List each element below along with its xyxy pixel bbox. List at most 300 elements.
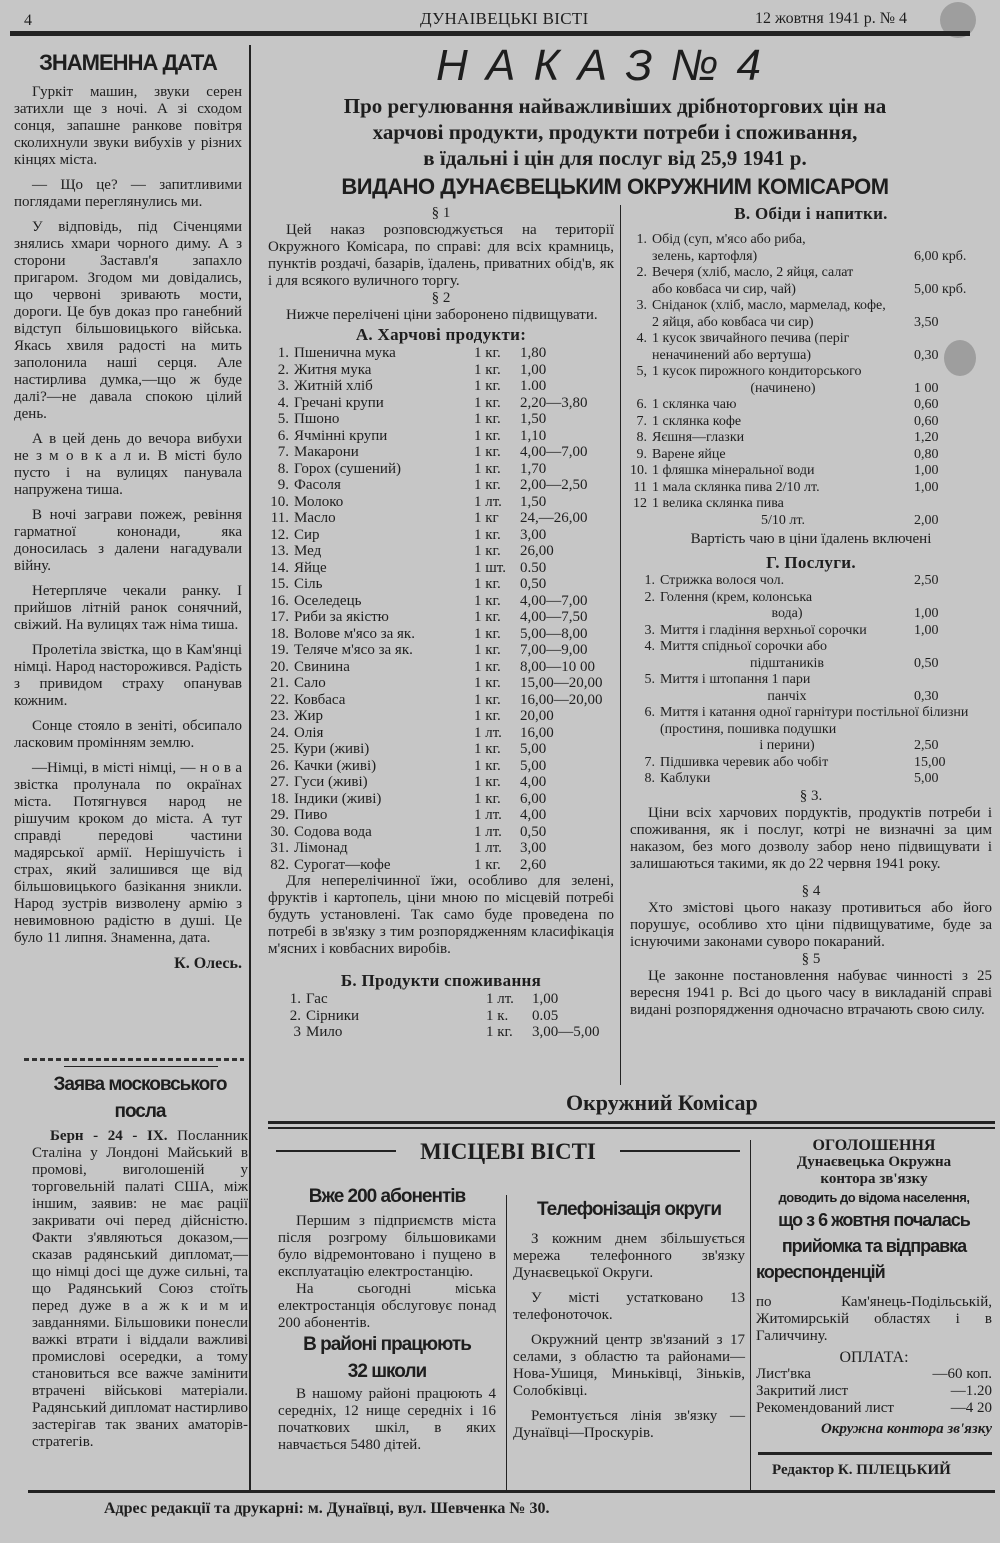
price-row — [268, 378, 614, 395]
item-unit: 1 кг. — [474, 592, 501, 609]
item-unit: 1 кг. — [474, 576, 501, 592]
item-price: 3,00—5,00 — [532, 1024, 600, 1040]
item-number: 4. — [644, 639, 655, 654]
item-name: Содова вода — [294, 823, 372, 840]
item-number: 26. — [270, 757, 289, 774]
item-number: 7. — [644, 754, 655, 770]
order-signature: Окружний Комісар — [566, 1090, 758, 1115]
left-column — [14, 45, 242, 972]
item-number: 11 — [633, 479, 647, 495]
price-item — [630, 414, 992, 431]
header-rule — [620, 1150, 740, 1152]
item-price: 1,00 — [914, 463, 939, 478]
rate-name: Рекомендований лист — [756, 1400, 894, 1416]
spacer — [638, 689, 660, 706]
price-row — [630, 414, 992, 431]
item-name-cont: підштаників — [749, 655, 825, 671]
item-name: Каблуки — [660, 771, 711, 786]
price-row — [268, 362, 614, 379]
item-name: 1 фляшка мінеральної води — [652, 463, 815, 478]
item-price: 4,00—7,00 — [520, 592, 588, 609]
item-price: 3,00 — [520, 526, 547, 543]
price-row — [638, 639, 992, 656]
price-row — [268, 758, 614, 775]
item-price: 1,00 — [532, 991, 559, 1007]
item-number: 21. — [270, 675, 289, 691]
issued-by: ВИДАНО ДУНАЄВЕЦЬКИМ ОКРУЖНИМ КОМІСАРОМ — [341, 174, 889, 199]
item-name: Стрижка волося чол. — [660, 573, 785, 588]
item-name: Мило — [306, 1024, 343, 1040]
item-number: 9. — [277, 477, 289, 493]
rates-list — [756, 1366, 992, 1417]
price-row — [268, 692, 614, 709]
item-name: Миття і гладіння верхньої сорочки — [660, 622, 867, 638]
price-row — [268, 741, 614, 758]
rate-price: —1.20 — [950, 1383, 992, 1399]
price-row — [630, 397, 992, 414]
item-name: Індики (живі) — [294, 790, 382, 807]
item-name-cont: 2 яйця, або ковбаса чи сир) — [652, 314, 814, 330]
item-unit: 1 кг. — [474, 526, 501, 543]
subtitle-line: харчові продукти, продукти потреби і споживання, — [372, 120, 858, 144]
price-row — [638, 738, 992, 755]
price-item — [638, 771, 992, 788]
item-name: Сало — [294, 675, 326, 691]
item-number: 1. — [644, 573, 655, 588]
item-unit: 1 кг. — [474, 625, 501, 642]
separator — [64, 1066, 218, 1067]
section-heading: § 5 — [801, 950, 821, 967]
item-number: 16. — [270, 592, 289, 609]
header-rule — [276, 1150, 396, 1152]
price-row — [630, 430, 992, 447]
price-row — [638, 755, 992, 772]
item-unit: 1 кг. — [474, 708, 501, 724]
price-row — [638, 606, 992, 623]
price-row — [630, 298, 992, 315]
rate-row — [756, 1400, 992, 1417]
item-name: Горох (сушений) — [294, 460, 401, 477]
item-number: 6. — [277, 427, 289, 444]
item-price: 5,00—8,00 — [520, 625, 588, 642]
item-price: 0,30 — [914, 688, 939, 704]
item-number: 2. — [636, 265, 647, 280]
price-row — [268, 807, 614, 824]
article-author: К. Олесь. — [174, 955, 242, 972]
item-price: 1,00 — [520, 361, 547, 378]
price-row — [268, 857, 614, 874]
item-price: 1,20 — [914, 430, 939, 445]
item-name-cont: вода) — [771, 606, 803, 621]
section-heading: § 1 — [431, 205, 451, 221]
services-price-list — [630, 573, 992, 788]
price-row — [268, 774, 614, 791]
rate-name: Закритий лист — [756, 1383, 849, 1399]
announcement-org: контора зв'язку — [820, 1171, 928, 1187]
item-number: 19. — [270, 642, 289, 658]
item-name: Вечеря (хліб, масло, 2 яйця, салат — [652, 265, 854, 280]
price-row — [268, 543, 614, 560]
item-name: Обід (суп, м'ясо або риба, — [652, 232, 806, 247]
item-name: Волове м'ясо за як. — [294, 625, 415, 642]
article-paragraph: Гуркіт машин, звуки серен затихли ще з ночі. А зі сходом сонця, запашне ранкове повітря сколихнули звуки вибухів у різних кінцях міста. — [14, 84, 242, 168]
item-number: 18. — [270, 625, 289, 642]
price-row — [268, 791, 614, 808]
payment-title: ОПЛАТА: — [839, 1349, 909, 1366]
item-name: Мед — [294, 543, 322, 559]
price-row — [630, 480, 992, 497]
section-b-title: Б. Продукти споживання — [340, 971, 542, 990]
column-rule — [750, 1140, 751, 1490]
item-price: 0,50 — [914, 655, 939, 671]
item-name: Жир — [294, 708, 323, 724]
tea-note: Вартість чаю в ціни їдалень включені — [690, 531, 932, 547]
item-price: 7,00—9,00 — [520, 642, 588, 658]
column-rule — [620, 205, 621, 1085]
item-unit: 1 кг. — [474, 790, 501, 807]
price-item — [630, 298, 992, 331]
price-row — [638, 656, 992, 673]
price-item — [638, 755, 992, 772]
announcement-org: Дунаєвецька Окружна — [796, 1154, 952, 1170]
article-body — [14, 84, 242, 947]
footer-address: Адрес редакції та друкарні: м. Дунаївці, вул. Шевченка № 30. — [104, 1500, 550, 1517]
price-row — [268, 461, 614, 478]
price-item — [638, 590, 992, 623]
price-row — [630, 513, 992, 530]
item-unit: 1 кг. — [474, 394, 501, 411]
item-name: Яєшня—глазки — [652, 430, 745, 445]
price-row — [630, 315, 992, 332]
item-price: 0.05 — [532, 1007, 559, 1024]
item-price: 1,80 — [520, 345, 547, 361]
item-unit: 1 кг. — [474, 411, 501, 427]
price-row — [268, 725, 614, 742]
item-number: 30. — [270, 823, 289, 840]
item-price: 15,00 — [914, 754, 946, 770]
item-number: 3 — [293, 1024, 301, 1040]
item-price: 0,80 — [914, 446, 939, 462]
item-price: 8,00—10 00 — [520, 658, 595, 675]
section-g-title: Г. Послуги. — [766, 553, 856, 572]
spacer — [630, 282, 652, 299]
item-unit: 1 кг. — [474, 741, 501, 757]
item-unit: 1 кг. — [474, 460, 501, 477]
item-name: Кури (живі) — [294, 741, 370, 757]
item-number: 22. — [270, 691, 289, 708]
item-unit: 1 кг. — [474, 774, 501, 790]
price-row — [268, 527, 614, 544]
item-number: 15. — [270, 576, 289, 592]
spacer — [630, 513, 652, 530]
meals-price-list — [630, 232, 992, 529]
item-number: 1. — [636, 232, 647, 247]
item-number: 2. — [277, 361, 289, 378]
price-row — [638, 771, 992, 788]
food-note: Для неперелічинної їжи, особливо для зелені, фруктів і картопель, ціни мною по місцевій потребі будуть установлені. Так само буде проведена по потребі в зв'язку з тим розпорядженням класифікація м'ясних і ковбасних виробів. — [268, 873, 614, 957]
item-unit: 1 шт. — [474, 559, 506, 576]
price-row — [280, 1024, 614, 1041]
news-title: 32 школи — [347, 1361, 427, 1382]
item-name: Пшоно — [294, 411, 340, 427]
price-item — [638, 623, 992, 640]
item-number: 11. — [270, 510, 289, 526]
item-number: 6. — [644, 705, 655, 720]
item-price: 16,00—20,00 — [520, 691, 603, 708]
item-price: 5,00 — [914, 771, 939, 786]
item-number: 4. — [277, 394, 289, 411]
item-name: Сіль — [294, 576, 323, 592]
item-price: 3,50 — [914, 314, 939, 330]
item-name: Гречані крупи — [294, 394, 384, 411]
item-number: 20. — [270, 658, 289, 675]
item-price: 1.00 — [520, 378, 547, 394]
price-row — [630, 381, 992, 398]
item-unit: 1 кг. — [474, 609, 501, 625]
item-name: Варене яйце — [652, 446, 726, 462]
price-row — [268, 428, 614, 445]
envoy-article — [32, 1072, 248, 1451]
item-name: Олія — [294, 724, 324, 741]
section-heading: § 3. — [799, 787, 823, 804]
separator — [758, 1452, 992, 1455]
item-name: Сурогат—кофе — [294, 856, 391, 873]
item-number: 24. — [270, 724, 289, 741]
rate-price: —4 20 — [950, 1400, 992, 1416]
item-number: 2. — [644, 589, 655, 605]
news-col-2 — [513, 1190, 745, 1450]
item-number: 5. — [644, 672, 655, 687]
item-number: 5, — [636, 364, 647, 379]
page-number: 4 — [24, 12, 32, 29]
news-text: Першим з підприємств міста після розгрому більшовиками було відремонтовано і пущено в експлуатацію електростанцію. — [278, 1213, 496, 1280]
news-title: Вже 200 абонентів — [308, 1186, 466, 1207]
news-text: У місті устатковано 13 телефоноточок. — [513, 1290, 745, 1323]
item-name: Фасоля — [294, 477, 341, 493]
price-row — [268, 675, 614, 692]
price-row — [268, 642, 614, 659]
item-name-cont: неначинений або вертуша) — [652, 347, 812, 363]
item-number: 8. — [636, 430, 647, 445]
item-unit: 1 лт. — [474, 840, 502, 856]
price-row — [268, 494, 614, 511]
item-price: 1 00 — [914, 380, 939, 396]
item-name: Підшивка черевик або чобіт — [660, 754, 829, 770]
article-paragraph: Сонце стояло в зеніті, обсипало ласковим промінням землю. — [14, 718, 242, 751]
item-name: Масло — [294, 510, 336, 526]
item-price: 2,50 — [914, 573, 939, 588]
price-item — [630, 265, 992, 298]
item-unit: 1 кг. — [474, 856, 501, 873]
section-text: Нижче перелічені ціни заборонено підвищувати. — [286, 307, 598, 323]
item-price: 1,70 — [520, 460, 547, 477]
item-name: Сніданок (хліб, масло, мармелад, кофе, — [652, 298, 886, 313]
item-price: 4,00—7,50 — [520, 609, 588, 625]
item-price: 0,60 — [914, 413, 939, 429]
item-unit: 1 лт. — [474, 724, 502, 741]
price-row — [268, 444, 614, 461]
item-price: 26,00 — [520, 543, 554, 559]
item-unit: 1 кг — [474, 510, 499, 526]
item-price: 2,00—2,50 — [520, 477, 588, 493]
item-price: 1,00 — [914, 606, 939, 621]
item-number: 5. — [277, 411, 289, 427]
item-name: Молоко — [294, 493, 344, 510]
spacer — [638, 738, 660, 755]
item-name-cont: і перини) — [759, 738, 815, 753]
item-price: 0.50 — [520, 559, 547, 576]
item-price: 4,00 — [520, 774, 547, 790]
item-number: 82. — [270, 856, 289, 873]
spacer — [630, 381, 652, 398]
item-price: 4,00—7,00 — [520, 444, 588, 460]
price-row — [268, 345, 614, 362]
masthead-rule — [10, 31, 970, 36]
price-item — [630, 430, 992, 447]
price-row — [268, 626, 614, 643]
price-row — [268, 609, 614, 626]
item-unit: 1 лт. — [474, 493, 502, 510]
item-number: 8. — [277, 460, 289, 477]
item-unit: 1 кг. — [474, 477, 501, 493]
article-paragraph: —Німці, в місті німці, — н о в а звістка пролунала по окраїнах міста. Потягнувся народ не рішучим кроком до міста. А тут справді передові частини мадярської армії. Нерішучість і страх, який залишився ще від більшовицького базікання зникли. Народ зустрів визволену армію з невимовною радістю в душі. Це було 11 липня. Знаменна, дата. — [14, 760, 242, 946]
item-unit: 1 лт. — [486, 991, 514, 1007]
section-heading: § 2 — [431, 290, 451, 306]
order-title: Н А К А З № 4 — [436, 41, 764, 90]
rate-price: —60 коп. — [932, 1366, 992, 1382]
item-number: 12. — [270, 526, 289, 543]
item-name: Сірники — [306, 1007, 360, 1024]
item-name-cont: або ковбаса чи сир, чай) — [652, 281, 796, 297]
section-text: Хто змістові цього наказу противиться або його порушує, особливо хто ціни підвищуватиме, буде за існуючими законами суворо покараний. — [630, 899, 992, 950]
subtitle-line: в їдальні і цін для послуг від 25,9 1941 р. — [423, 146, 807, 170]
column-rule — [506, 1195, 507, 1490]
item-price: 2,50 — [914, 738, 939, 753]
item-price: 0,30 — [914, 347, 939, 363]
price-row — [268, 576, 614, 593]
item-price: 0,50 — [520, 576, 547, 592]
item-price: 1,00 — [914, 622, 939, 638]
item-unit: 1 лт. — [474, 807, 502, 823]
item-name: Гуси (живі) — [294, 774, 368, 790]
article-paragraph: Пролетіла звістка, що в Кам'янці німці. Народ насторожився. Радість з привидом страху опанував кожним. — [14, 642, 242, 709]
item-name: Теляче м'ясо за як. — [294, 642, 413, 658]
envoy-body: Посланник Сталіна у Лондоні Майський в промові, виголошеній у торговельній палаті США, між іншим, заявив: не має рації закривати очі перед дійсністю. Факти з'являються доказом,—сказав радянський дипломат,— що німці досі ще дуже сильні, та що Радянський Союз стоїть перед дуже в а ж к и м и завданнями. Більшовики понесли важкі втрати і віддали важливі промислові осередки, а тому становиться все важче замінити втрачені військові матеріали. Радянський дипломат настирливо застерігав так званих аматорів-стратегів. — [32, 1128, 248, 1450]
item-price: 5,00 — [520, 757, 547, 774]
subtitle-line: Про регулювання найважливіших дрібноторгових цін на — [343, 94, 887, 118]
issue-date: 12 жовтня 1941 р. № 4 — [755, 10, 907, 27]
separator — [24, 1058, 244, 1061]
order-right-column — [630, 203, 992, 1019]
item-name: Ковбаса — [294, 691, 346, 708]
item-price: 1,50 — [520, 411, 547, 427]
section-v-title: В. Обіди і напитки. — [734, 204, 888, 223]
price-row — [630, 348, 992, 365]
double-rule — [268, 1127, 995, 1129]
item-price: 5,00 — [520, 741, 547, 757]
item-price: 6,00 — [520, 790, 547, 807]
price-item — [630, 331, 992, 364]
announcement-big: кореспонденцій — [756, 1262, 885, 1282]
rate-row — [756, 1366, 992, 1383]
announcement-lead: доводить до відома населення, — [778, 1190, 970, 1205]
item-unit: 1 лт. — [474, 823, 502, 840]
news-text: В нашому районі працюють 4 середніх, 12 нище середніх і 16 початкових шкіл, в яких навчається 5480 дітей. — [278, 1386, 496, 1453]
item-name: Пиво — [294, 807, 328, 823]
news-col-1 — [278, 1182, 496, 1454]
announcement-text: по Кам'янець-Подільській, Житомирській областях і в Галиччину. — [756, 1294, 992, 1344]
item-number: 12 — [633, 496, 647, 511]
editor: Редактор К. ПІЛЕЦЬКИЙ — [772, 1462, 951, 1478]
item-name-cont: панчіх — [767, 688, 807, 704]
item-name: Оселедець — [294, 592, 362, 609]
price-row — [630, 282, 992, 299]
item-unit: 1 кг. — [474, 757, 501, 774]
newspaper-name: ДУНАІВЕЦЬКІ ВІСТІ — [420, 9, 589, 28]
article-paragraph: — Що це? — запитливими поглядами переглянулись ми. — [14, 177, 242, 210]
news-title: В районі працюють — [303, 1334, 471, 1355]
item-number: 23. — [270, 708, 289, 724]
item-price: 0,60 — [914, 397, 939, 412]
article-paragraph: У відповідь, під Січенцями знялись хмари чорного диму. А з сторони Заставл'я запахло пригаром. Згодом ми довідались, що червоні зривають мости, дороги. Це був доказ про ганебний відступ більшовицького війська. Якась хвиля радості на мить заполонила наші серця. Але настирлива думка,—що ж буде далі?—не давала спокою цілий день. — [14, 219, 242, 422]
item-number: 4. — [636, 331, 647, 346]
item-name: 1 склянка чаю — [652, 397, 737, 412]
item-name: Качки (живі) — [294, 757, 377, 774]
item-unit: 1 кг. — [486, 1024, 513, 1040]
item-price: 16,00 — [520, 724, 554, 741]
item-name: Макарони — [294, 444, 359, 460]
bottom-rule — [28, 1490, 995, 1493]
item-price: 2,60 — [520, 856, 547, 873]
item-number: 17. — [270, 609, 289, 625]
item-price: 2,00 — [914, 512, 939, 528]
spacer — [630, 249, 652, 266]
price-item — [630, 480, 992, 497]
item-name: Сир — [294, 526, 320, 543]
section-text: Ціни всіх харчових пордуктів, продуктів потреби і споживання, як і послуг, котрі не визначні за цим наказом, без мого дозволу забор нено підвищувати і залишаються такими, як до 22 червня 1941 року. — [630, 804, 992, 872]
price-row — [630, 463, 992, 480]
news-text: З кожним днем збільшується мережа телефонного зв'язку Дунаєвецької Округи. — [513, 1231, 745, 1281]
item-number: 18. — [270, 790, 289, 807]
item-number: 10. — [270, 493, 289, 510]
item-unit: 1 кг. — [474, 427, 501, 444]
item-name: Свинина — [294, 658, 350, 675]
price-item — [638, 672, 992, 705]
announcement — [756, 1137, 992, 1438]
price-row — [630, 364, 992, 381]
consumer-goods-list — [268, 991, 614, 1041]
item-number: 8. — [644, 771, 655, 786]
item-number: 27. — [270, 774, 289, 790]
price-row — [268, 659, 614, 676]
item-unit: 1 кг. — [474, 642, 501, 658]
rate-name: Лист'вка — [756, 1366, 811, 1382]
item-price: 1,10 — [520, 427, 547, 444]
news-text: Ремонтується лінія зв'язку —Дунаївці—Проскурів. — [513, 1408, 745, 1441]
item-name: Миття спідньої сорочки або — [660, 639, 827, 654]
item-number: 2. — [289, 1007, 301, 1024]
price-row — [268, 477, 614, 494]
price-row — [630, 496, 992, 513]
price-item — [638, 573, 992, 590]
price-item — [638, 639, 992, 672]
rate-row — [756, 1383, 992, 1400]
item-name: Ячмінні крупи — [294, 427, 388, 444]
price-item — [630, 496, 992, 529]
item-name: 1 мала склянка пива 2/10 лт. — [652, 479, 820, 495]
price-row — [630, 249, 992, 266]
price-row — [638, 590, 992, 607]
